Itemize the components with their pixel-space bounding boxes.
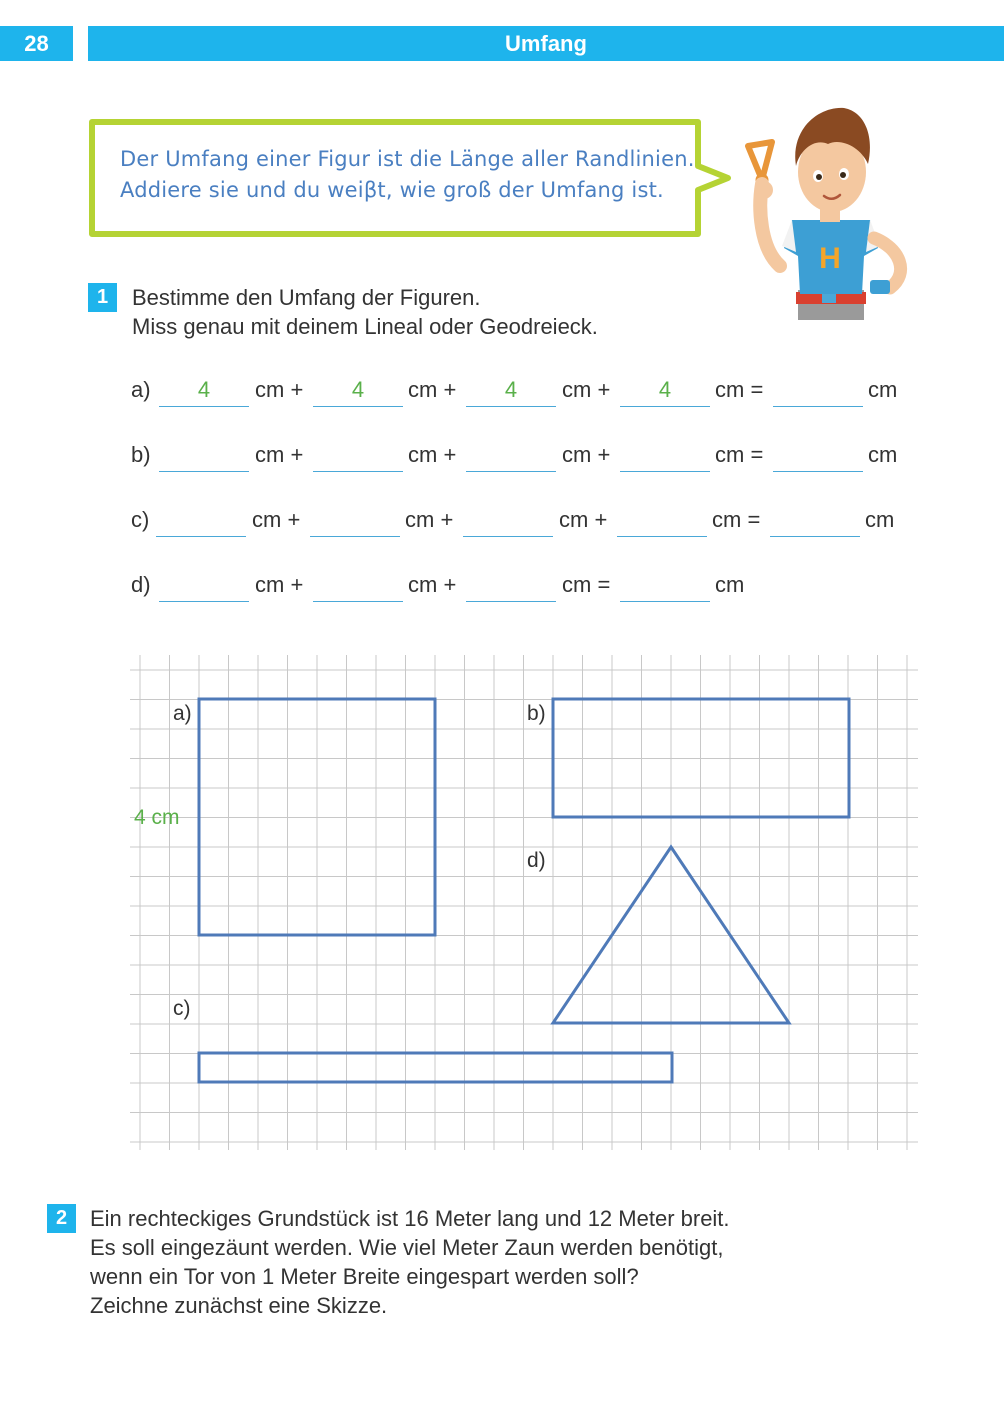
task-1-instructions	[132, 283, 598, 341]
row-label: a)	[131, 377, 151, 402]
row-label: d)	[131, 572, 151, 597]
unit-plus: cm +	[562, 442, 611, 467]
figure-label-c: c)	[173, 997, 191, 1020]
answer-blank[interactable]	[156, 500, 246, 537]
speech-bubble-text	[120, 144, 720, 206]
unit-eq: cm =	[715, 377, 764, 402]
speech-bubble-line: Addiere sie und du weiβt, wie groß der Umfang ist.	[120, 178, 664, 202]
unit-plus: cm +	[408, 377, 457, 402]
task-2-text	[90, 1204, 730, 1320]
task-2-line: Es soll eingezäunt werden. Wie viel Meter Zaun werden benötigt,	[90, 1235, 724, 1260]
answer-blank[interactable]	[617, 500, 707, 537]
unit-plus: cm +	[255, 377, 304, 402]
task-2-line: wenn ein Tor von 1 Meter Breite eingespart werden soll?	[90, 1264, 639, 1289]
grid-paper	[125, 655, 920, 1155]
unit-plus: cm +	[562, 377, 611, 402]
row-label: b)	[131, 442, 151, 467]
speech-bubble-line: Der Umfang einer Figur ist die Länge aller Randlinien.	[120, 147, 695, 171]
unit: cm	[715, 572, 745, 597]
answer-blank[interactable]: 4	[313, 370, 403, 407]
answer-blank[interactable]	[620, 565, 710, 602]
row-label: c)	[131, 507, 150, 532]
unit-plus: cm +	[408, 442, 457, 467]
answer-blank[interactable]: 4	[159, 370, 249, 407]
mascot-illustration	[740, 98, 920, 323]
shirt-letter: H	[819, 242, 841, 275]
answer-blank[interactable]	[313, 565, 403, 602]
unit: cm	[868, 442, 898, 467]
task-1-line: Miss genau mit deinem Lineal oder Geodreieck.	[132, 314, 598, 339]
page-number: 28	[0, 26, 73, 61]
task-number-2: 2	[47, 1204, 76, 1233]
unit-eq: cm =	[712, 507, 761, 532]
answer-blank[interactable]: 4	[466, 370, 556, 407]
side-length-label: 4 cm	[134, 806, 180, 829]
unit-eq: cm =	[715, 442, 764, 467]
answer-blank[interactable]	[466, 435, 556, 472]
task-2-line: Zeichne zunächst eine Skizze.	[90, 1293, 388, 1318]
answer-blank[interactable]	[773, 435, 863, 472]
figure-label-a: a)	[173, 702, 192, 725]
unit: cm	[868, 377, 898, 402]
answer-blank[interactable]	[313, 435, 403, 472]
answer-blank[interactable]	[310, 500, 400, 537]
unit-plus: cm +	[559, 507, 608, 532]
answer-blank[interactable]	[770, 500, 860, 537]
answer-blank[interactable]	[773, 370, 863, 407]
unit-plus: cm +	[405, 507, 454, 532]
grid-lines	[130, 655, 918, 1150]
page-title: Umfang	[88, 26, 1004, 61]
task-1-line: Bestimme den Umfang der Figuren.	[132, 285, 481, 310]
unit-plus: cm +	[255, 442, 304, 467]
figure-label-d: d)	[527, 849, 546, 872]
unit: cm	[865, 507, 895, 532]
unit-eq: cm =	[562, 572, 611, 597]
unit-plus: cm +	[255, 572, 304, 597]
task-number-1: 1	[88, 283, 117, 312]
answer-blank[interactable]	[620, 435, 710, 472]
figure-label-b: b)	[527, 702, 546, 725]
answer-blank[interactable]	[159, 435, 249, 472]
answer-blank[interactable]: 4	[620, 370, 710, 407]
task-2-line: Ein rechteckiges Grundstück ist 16 Meter lang und 12 Meter breit.	[90, 1206, 730, 1231]
answer-blank[interactable]	[463, 500, 553, 537]
unit-plus: cm +	[252, 507, 301, 532]
answer-blank[interactable]	[159, 565, 249, 602]
unit-plus: cm +	[408, 572, 457, 597]
answer-blank[interactable]	[466, 565, 556, 602]
